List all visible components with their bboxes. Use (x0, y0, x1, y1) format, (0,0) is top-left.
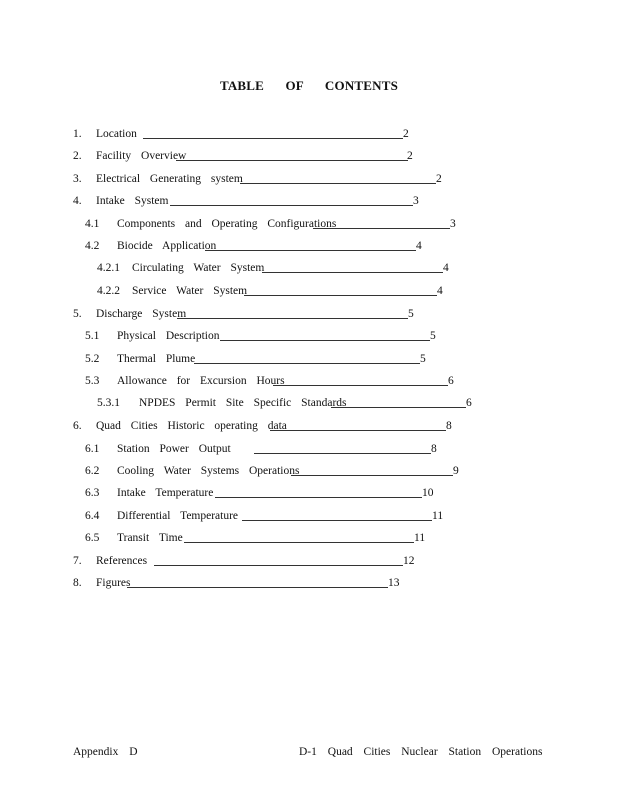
toc-leader-line (244, 295, 437, 296)
toc-entry-page: 13 (388, 577, 400, 589)
toc-entry (0, 260, 618, 276)
toc-entry-page: 8 (431, 443, 437, 455)
toc-entry-page: 8 (446, 420, 452, 432)
toc-entry-title: Differential Temperature (117, 510, 239, 522)
toc-entry-title: Biocide Application (117, 240, 217, 252)
toc-entry-page: 3 (413, 195, 419, 207)
toc-entry-title: Allowance for Excursion Hours (117, 375, 285, 387)
toc-entry (0, 216, 618, 232)
toc-entry-title: References (96, 555, 148, 567)
toc-entry-page: 5 (430, 330, 436, 342)
toc-entry (0, 395, 618, 411)
toc-entry-number: 6.4 (85, 510, 100, 522)
toc-entry (0, 238, 618, 254)
toc-leader-line (270, 430, 446, 431)
toc-entry-title: Circulating Water System (132, 262, 265, 274)
toc-entry (0, 508, 618, 524)
toc-leader-line (262, 272, 443, 273)
toc-entry (0, 553, 618, 569)
toc-leader-line (240, 183, 436, 184)
toc-entry-number: 6. (73, 420, 82, 432)
toc-entry (0, 171, 618, 187)
toc-entry-page: 4 (416, 240, 422, 252)
toc-entry (0, 148, 618, 164)
toc-entry-number: 5.2 (85, 353, 100, 365)
toc-entry-page: 2 (403, 128, 409, 140)
toc-entry-page: 11 (414, 532, 426, 544)
toc-entry (0, 463, 618, 479)
toc-entry-number: 5.1 (85, 330, 100, 342)
toc-leader-line (205, 250, 416, 251)
toc-entry-page: 6 (448, 375, 454, 387)
toc-entry-page: 11 (432, 510, 444, 522)
toc-entry-page: 5 (420, 353, 426, 365)
toc-leader-line (242, 520, 432, 521)
toc-entry-number: 4. (73, 195, 82, 207)
toc-leader-line (273, 385, 448, 386)
toc-entry (0, 373, 618, 389)
toc-entry (0, 530, 618, 546)
toc-leader-line (177, 318, 408, 319)
toc-entry-number: 4.2 (85, 240, 100, 252)
toc-entry (0, 485, 618, 501)
toc-entry-page: 4 (437, 285, 443, 297)
toc-leader-line (170, 205, 413, 206)
toc-entry-number: 6.1 (85, 443, 100, 455)
toc-entry-title: Intake System (96, 195, 169, 207)
toc-entry-page: 4 (443, 262, 449, 274)
toc-leader-line (291, 475, 453, 476)
toc-entry-page: 5 (408, 308, 414, 320)
toc-entry-page: 6 (466, 397, 472, 409)
toc-entry-title: Components and Operating Configurations (117, 218, 337, 230)
toc-entry-page: 2 (407, 150, 413, 162)
toc-entry-page: 2 (436, 173, 442, 185)
toc-entry-number: 6.2 (85, 465, 100, 477)
toc-leader-line (127, 587, 388, 588)
toc-entry-title: NPDES Permit Site Specific Standards (139, 397, 347, 409)
toc-entry-number: 4.2.1 (97, 262, 120, 274)
toc-entry-title: Intake Temperature (117, 487, 214, 499)
toc-entry-title: Thermal Plume (117, 353, 196, 365)
toc-entry-page: 12 (403, 555, 415, 567)
toc-leader-line (220, 340, 430, 341)
toc-leader-line (154, 565, 403, 566)
toc-leader-line (331, 407, 466, 408)
toc-entry (0, 351, 618, 367)
toc-leader-line (194, 363, 420, 364)
toc-entry-title: Station Power Output (117, 443, 231, 455)
toc-entry (0, 193, 618, 209)
toc-entry-number: 6.5 (85, 532, 100, 544)
toc-entry-title: Service Water System (132, 285, 248, 297)
toc-entry-number: 8. (73, 577, 82, 589)
toc-entry (0, 441, 618, 457)
toc-entry (0, 575, 618, 591)
toc-leader-line (254, 453, 431, 454)
toc-entry-number: 5. (73, 308, 82, 320)
toc-entry-page: 10 (422, 487, 434, 499)
page-title: TABLE OF CONTENTS (219, 78, 399, 93)
toc-entry-number: 1. (73, 128, 82, 140)
toc-entry-page: 3 (450, 218, 456, 230)
toc-entry-number: 4.2.2 (97, 285, 120, 297)
toc-entry-number: 3. (73, 173, 82, 185)
toc-leader-line (176, 160, 408, 161)
toc-entry-number: 6.3 (85, 487, 100, 499)
toc-entry (0, 306, 618, 322)
toc-leader-line (184, 542, 414, 543)
footer-document-title: D-1 Quad Cities Nuclear Station Operations (299, 746, 543, 758)
toc-entry-title: Location (96, 128, 137, 140)
footer-appendix-label: Appendix D (73, 746, 138, 758)
toc-entry-title: Facility Overview (96, 150, 187, 162)
toc-leader-line (143, 138, 403, 139)
toc-entry-title: Cooling Water Systems Operations (117, 465, 300, 477)
toc-entry (0, 328, 618, 344)
toc-entry-title: Electrical Generating system (96, 173, 243, 185)
toc-entry-title: Figures (96, 577, 131, 589)
toc-leader-line (215, 497, 422, 498)
toc-entry-page: 9 (453, 465, 459, 477)
toc-entry-title: Discharge System (96, 308, 187, 320)
toc-entry-title: Physical Description (117, 330, 220, 342)
toc-entry-title: Transit Time (117, 532, 183, 544)
toc-entry (0, 126, 618, 142)
toc-entry-number: 7. (73, 555, 82, 567)
toc-entry-number: 4.1 (85, 218, 100, 230)
toc-entry-number: 2. (73, 150, 82, 162)
toc-entry-number: 5.3 (85, 375, 100, 387)
toc-entry-title: Quad Cities Historic operating data (96, 420, 287, 432)
toc-entry (0, 418, 618, 434)
toc-entry-number: 5.3.1 (97, 397, 120, 409)
toc-entry (0, 283, 618, 299)
